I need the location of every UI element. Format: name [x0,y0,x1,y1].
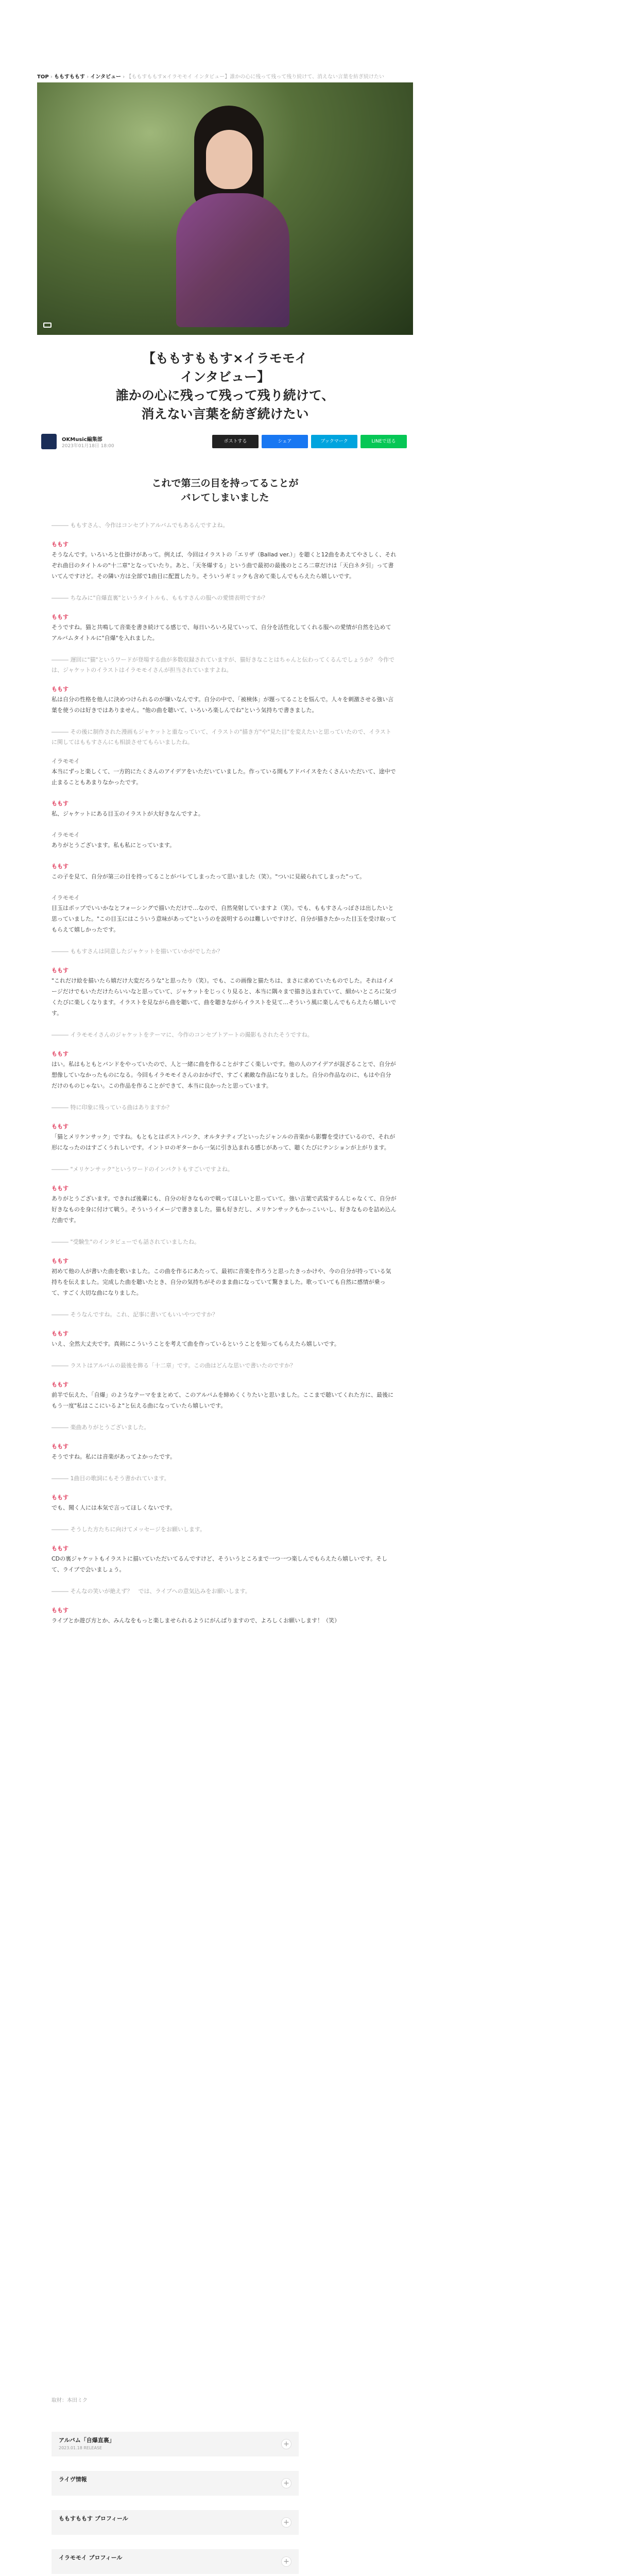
interview-answer: 本当にずっと楽しくて、一方的にたくさんのアイデアをいただいていました。作っている間もアドバイスをたくさんいただいて、途中で止まることもあまりなかったです。 [52,768,396,786]
speaker-name: ももす [52,863,68,870]
interview-answer: そうですね。猫と共鳴して音楽を書き続けてる感じで、毎日いろいろ見ていって、自分を活性化してくれる服への愛情が自然を込めてアルバムタイトルに"自爆"を入れました。 [52,624,391,641]
speaker-name: イラモモイ [52,758,80,765]
interview-answer: 私、ジャケットにある目玉のイラストが大好きなんですよ。 [52,810,204,817]
author-name[interactable]: OKMusic編集部 [62,437,102,443]
interview-answer: はい。私はもともとバンドをやっていたので、人と一緒に曲を作ることがすごく楽しいです。他の人のアイデアが混ざることで、自分が想像していなかったものになる。今回もイラモモイさんのおかげで、すごく素敵な作品になりました。自分の作品なのに、もはや自分だけのものじゃない。この作品を作ることができて、本当に良かったと思っています。 [52,1061,396,1089]
accordion-sub: 2023.01.18 RELEASE [59,2446,102,2450]
breadcrumb-home[interactable]: TOP [37,74,49,80]
expand-icon[interactable]: + [281,2517,291,2528]
speaker-name: ももす [52,967,68,974]
caption-icon[interactable] [43,323,52,328]
speaker-name: イラモモイ [52,894,80,901]
speaker-name: ももす [52,1123,68,1130]
speaker-name: ももす [52,800,68,807]
interview-answer: 前半で伝えた、「自爆」のようなテーマをまとめて、このアルバムを締めくくりたいと思いました。ここまで聴いてくれた方に、最後にもう一度"私はここにいるよ"と伝える曲になっていたら嬉しいです。 [52,1392,394,1409]
article-meta [41,434,412,451]
interview-answer: ライブとか遊び方とか、みんなをもっと楽しませられるようにがんばりますので、よろしくお願いします！（笑） [52,1617,340,1624]
publish-date: 2023年01月18日 18:00 [62,444,114,449]
interview-answer: 私は自分の性格を他人に決めつけられるのが嫌いなんです。自分の中で、「被検体」が題ってることを悩んで。人々を刺激させる強い言葉を使うのは好きではありません。"他の曲を聴いて、いろいろ楽しんでね"という気持ちで書きました。 [52,696,394,714]
speaker-name: ももす [52,1443,68,1450]
interview-question: ――― "受験生"のインタビューでも話されていましたね。 [52,1239,200,1245]
interview-question: ――― 1曲目の歌詞にもそう書かれています。 [52,1475,170,1482]
speaker-name: イラモモイ [52,832,80,838]
interview-question: ――― 遅回に"猫"というワードが登場する曲が多数収録されていますが、猫好きなことはちゃんと伝わってくるんでしょうか？ 今作では、ジャケットのイラストはイラモモイさんが担当されていますよね。 [52,656,394,673]
share-x-button[interactable]: ポストする [212,435,259,448]
speaker-name: ももす [52,541,68,548]
interview-question: ――― ももすさんは同意したジャケットを描いていかがでしたか？ [52,948,223,955]
breadcrumb-separator: › [123,74,127,80]
expand-icon[interactable]: + [281,2556,291,2567]
interview-answer: CDの裏ジャケットもイラストに描いていただいてるんですけど、そういうところまで一つ一つ楽しんでもらえたら嬉しいです。そして、ライブで会いましょう。 [52,1555,388,1573]
share-line-button[interactable]: LINEで送る [360,435,407,448]
interview-question: ――― "メリケンサック"というワードのインパクトもすごいですよね。 [52,1166,233,1173]
interview-question: ――― イラモモイさんのジャケットをテーマに、今作のコンセプトアートの撮影もされたそうですね。 [52,1031,313,1038]
breadcrumb-item[interactable]: ももすももす [54,74,85,80]
speaker-name: ももす [52,686,68,692]
breadcrumb [37,72,413,80]
breadcrumb-item[interactable]: インタビュー [90,74,122,80]
author-logo [41,434,57,449]
interview-question: ――― ももすさん、今作はコンセプトアルバムでもあるんですよね。 [52,522,229,529]
interview-answer: 初めて他の人が書いた曲を歌いました。この曲を作るにあたって、最初に音楽を作ろうと思ったきっかけや、今の自分が持っている気持ちを伝えました。完成した曲を聴いたとき、自分の気持ちがそのまま曲になっていて驚きました。歌っていても自然に感情が乗って、すごく大切な曲になりました。 [52,1268,391,1296]
interview-question: ――― そうした方たちに向けてメッセージをお願いします。 [52,1526,205,1533]
interview-question: ――― そうなんですね。これ、記事に書いてもいいやつですか？ [52,1311,218,1318]
speaker-name: ももす [52,1330,68,1337]
interview-answer: 目玉はポップでいいかなとフォーシングで描いただけで…なので、自然発射していますよ（笑）。でも、ももすさんっぽさは出したいと思っていました。"この目玉にはこういう意味があって"というのを説明するのは難しいですけど、自分が描きたかった目玉を受け取ってもらえて嬉しかったです。 [52,905,397,933]
speaker-name: ももす [52,1545,68,1552]
interview-answer: この子を見て、自分が第三の目を持ってることがバレてしまったって思いました（笑）。"ついに見破られてしまった"って。 [52,873,366,880]
interview-question: ――― ちなみに"自爆直裏"というタイトルも、ももすさんの服への愛情表明ですか？ [52,595,268,601]
interview-answer: 「猫とメリケンサック」ですね。もともとはポストパンク、オルタナティブといったジャンルの音楽から影響を受けているので、それが形になったのはすごくうれしいです。イントロのギターから一気に引き込まれる感じがあって、聴くたびにテンションが上がります。 [52,1133,396,1151]
expand-icon[interactable]: + [281,2439,291,2449]
speaker-name: ももす [52,1258,68,1264]
info-accordions [52,2432,299,2576]
accordion-label: ももすももす プロフィール [59,2515,128,2522]
interview-question: ――― 楽曲ありがとうございました。 [52,1424,150,1431]
accordion-iramomoi-profile[interactable] [52,2549,299,2574]
article-title: 【ももすももす×イラモモイ インタビュー】 誰かの心に残って残って残り続けて、 消えない言葉を紡ぎ続けたい [115,351,335,421]
interview-answer: そうですね。私には音楽があってよかったです。 [52,1453,176,1460]
breadcrumb-separator: › [87,74,91,80]
share-facebook-button[interactable]: シェア [262,435,308,448]
speaker-name: ももす [52,1381,68,1388]
article-lead-heading: これで第三の目を持ってることが バレてしまいました [151,478,299,503]
article-title-block [37,349,413,423]
interview-question: ――― その後に制作された漫画もジャケットと重なっていて、イラストの"描き方"や"見た目"を変えたいと思っていたので、イラストに関してはももすさんにも相談させてもらいましたね。 [52,728,391,745]
interview-answer: ありがとうございます。できれば後輩にも、自分の好きなもので戦ってほしいと思っていて。強い言葉で武装するんじゃなくて、自分が好きなものを身に付けて戦う。そういうイメージで書きました。猫も好きだし、メリケンサックもかっこいいし、好きなものを詰め込んだ曲です。 [52,1195,397,1224]
speaker-name: ももす [52,1607,68,1614]
accordion-label: イラモモイ プロフィール [59,2554,123,2561]
accordion-label: アルバム「自爆直裏」 [59,2437,115,2444]
interview-answer: "これだけ絵を描いたら嬉だけ大変だろうな"と思ったり（笑）。でも、この画像と猫たちは、まさに求めていたものでした。それはイメージだけでもいただけたらいいなと思っていて、ジャケットをじっくり見ると、本当に隅々まで描き込まれていて、細かいところに気づくたびに楽しくなります。イラストを見ながら曲を聴いて、曲を聴きながらイラストを見て…そういう風に楽しんでもらえたら嬉しいです。 [52,977,397,1016]
interview-answer: ありがとうございます。私も私にとっています。 [52,842,176,849]
share-hatena-button[interactable]: ブックマーク [311,435,357,448]
interview-question: ――― そんなの笑いが絶えず？ では、ライブへの意気込みをお願いします。 [52,1588,251,1595]
hero-image [37,82,413,335]
credit: 取材：本田ミク [52,2398,88,2403]
interview-body [52,520,397,1637]
breadcrumb-separator: › [50,74,55,80]
speaker-name: ももす [52,1185,68,1192]
expand-icon[interactable]: + [281,2478,291,2488]
accordion-album[interactable] [52,2432,299,2456]
interview-answer: いえ、全然大丈夫です。真剣にこういうことを考えて曲を作っているということを知ってもらえたら嬉しいです。 [52,1341,340,1347]
breadcrumb-current: 【ももすももす×イラモモイ インタビュー】誰かの心に残って残って残り続けて、消えない言葉を紡ぎ続けたい [126,74,385,80]
speaker-name: ももす [52,614,68,620]
accordion-momosu-profile[interactable] [52,2510,299,2535]
accordion-label: ライヴ情報 [59,2476,87,2483]
speaker-name: ももす [52,1050,68,1057]
interview-answer: でも、聞く人には本気で言ってほしくないです。 [52,1504,176,1511]
interview-question: ――― ラストはアルバムの最後を飾る「十二章」です。この曲はどんな思いで書いたのですか？ [52,1362,296,1369]
accordion-live[interactable] [52,2471,299,2496]
interview-answer: そうなんです。いろいろと仕掛けがあって。例えば、今回はイラストの「エリザ（Ballad ver.）」を聴くと12曲をあえてやさしく、それぞれ曲目のタイトルの"十二章"となっていたり。あと、「天冬爆する」という曲で最初の最後のところ二章だけは「天白ネタ引」って書いてんですけど。その隣い方は全部で1曲目に配置したり。そういうギミックも含めて楽しんでもらえたら嬉しいです。 [52,551,397,580]
speaker-name: ももす [52,1494,68,1501]
interview-question: ――― 特に印象に残っている曲はありますか？ [52,1104,173,1111]
